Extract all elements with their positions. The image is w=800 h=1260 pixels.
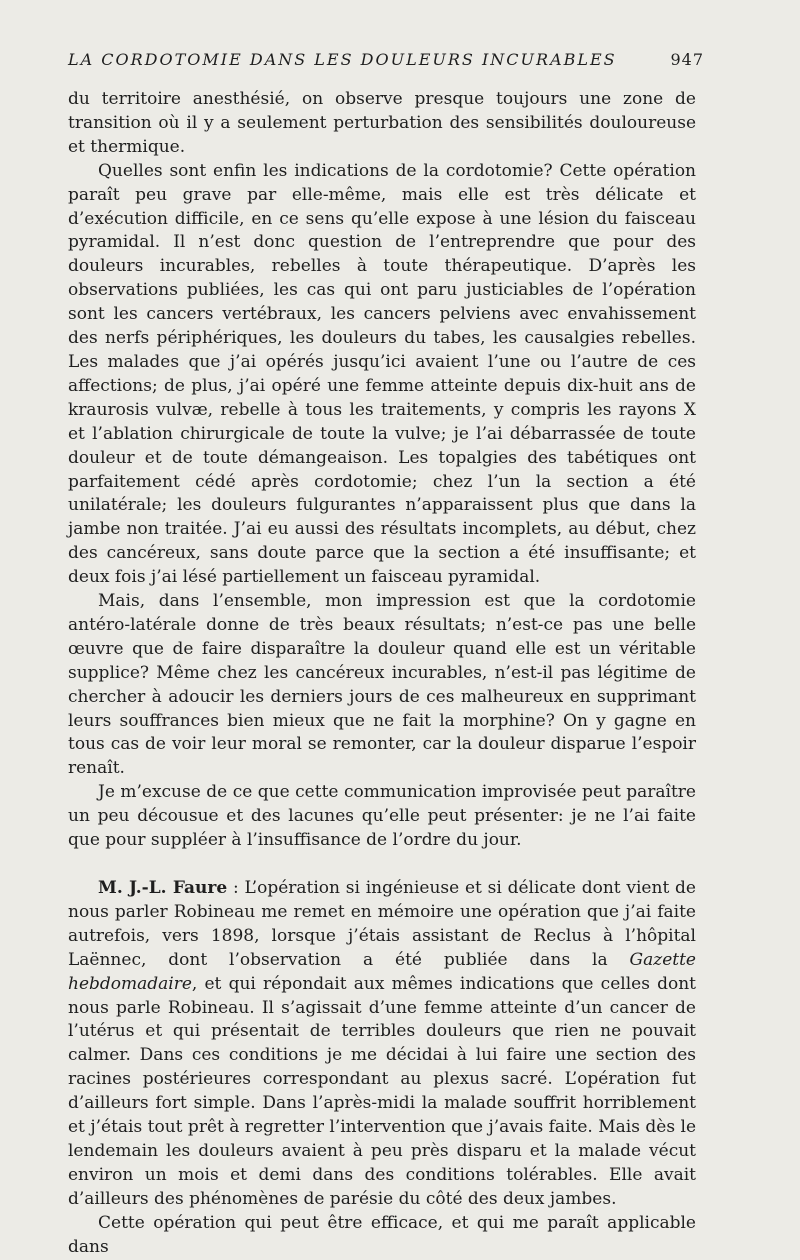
- paragraph-faure-text-b: , et qui répondait aux mêmes indications que celles dont nous parle Robineau. Il s’agissait d’une femme atteinte d’un cancer de l’utérus et qui présentait de terribles douleurs que rien ne pouvait calmer. Dans ces conditions je me décidai à lui faire une section des racines postérieures correspondant au plexus sacré. L’opération fut d’ailleurs fort simple. Dans l’après-midi la malade souffrit horriblement et j’étais tout prêt à regretter l’intervention que j’avais faite. Mais dès le lendemain les douleurs avaient à peu près disparu et la malade vécut environ un mois et demi dans des conditions tolérables. Elle avait d’ailleurs des phénomènes de parésie du côté des deux jambes.: [68, 973, 696, 1209]
- page-number: 947: [670, 49, 704, 69]
- running-header: [68, 46, 704, 72]
- paragraph-indications: Quelles sont enfin les indications de la cordotomie? Cette opération paraît peu grave par elle-même, mais elle est très délicate et d’exécution difficile, en ce sens qu’elle expose à une lésion du faisceau pyramidal. Il n’est donc question de l’entreprendre que pour des douleurs incurables, rebelles à toute thérapeutique. D’après les observations publiées, les cas qui ont paru justiciables de l’opération sont les cancers vertébraux, les cancers pelviens avec envahissement des nerfs périphériques, les douleurs du tabes, les causalgies rebelles. Les malades que j’ai opérés jusqu’ici avaient l’une ou l’autre de ces affections; de plus, j’ai opéré une femme atteinte depuis dix-huit ans de kraurosis vulvæ, rebelle à tous les traitements, y compris les rayons X et l’ablation chirurgicale de toute la vulve; je l’ai débarrassée de toute douleur et de toute démangeaison. Les topalgies des tabétiques ont parfaitement cédé après cordotomie; chez l’un la section a été unilatérale; les douleurs fulgurantes n’apparaissent plus que dans la jambe non traitée. J’ai eu aussi des résultats incomplets, au début, chez des cancéreux, sans doute parce que la section a été insuffisante; et deux fois j’ai lésé partiellement un faisceau pyramidal.: [68, 160, 696, 588]
- paragraph-final: Cette opération qui peut être efficace, et qui me paraît applicable dans: [68, 1212, 696, 1257]
- speaker-name: M. J.-L. Faure: [98, 878, 228, 898]
- paragraph-faure-text-a: : L’opération si ingénieuse et si délicate dont vient de nous parler Robineau me remet en mémoire une opération que j’ai faite autrefois, vers 1898, lorsque j’étais assistant de Reclus à l’hôpital Laënnec, dont l’observation a été publiée dans la: [68, 878, 696, 970]
- running-title: LA CORDOTOMIE DANS LES DOULEURS INCURABLES: [68, 49, 617, 69]
- paragraph-apology: Je m’excuse de ce que cette communication improvisée peut paraître un peu décousue et des lacunes qu’elle peut présenter: je ne l’ai faite que pour suppléer à l’insuffisance de l’ordre du jour.: [68, 782, 696, 851]
- paragraph-conclusion: Mais, dans l’ensemble, mon impression est que la cordotomie antéro-latérale donne de très beaux résultats; n’est-ce pas une belle œuvre que de faire disparaître la douleur quand elle est un véritable supplice? Même chez les cancéreux incurables, n’est-il pas légitime de chercher à adoucir les derniers jours de ces malheureux en supprimant leurs souffrances bien mieux que ne fait la morphine? On y gagne en tous cas de voir leur moral se remonter, car la douleur disparue l’espoir renaît.: [68, 591, 696, 779]
- paragraph-continuation: du territoire anesthésié, on observe presque toujours une zone de transition où il y a seulement perturbation des sensibilités douloureuse et thermique.: [68, 89, 696, 157]
- paragraph-faure: [68, 877, 696, 1212]
- journal-title: Gazette hebdomadaire: [68, 949, 696, 994]
- body-text: [68, 88, 696, 1260]
